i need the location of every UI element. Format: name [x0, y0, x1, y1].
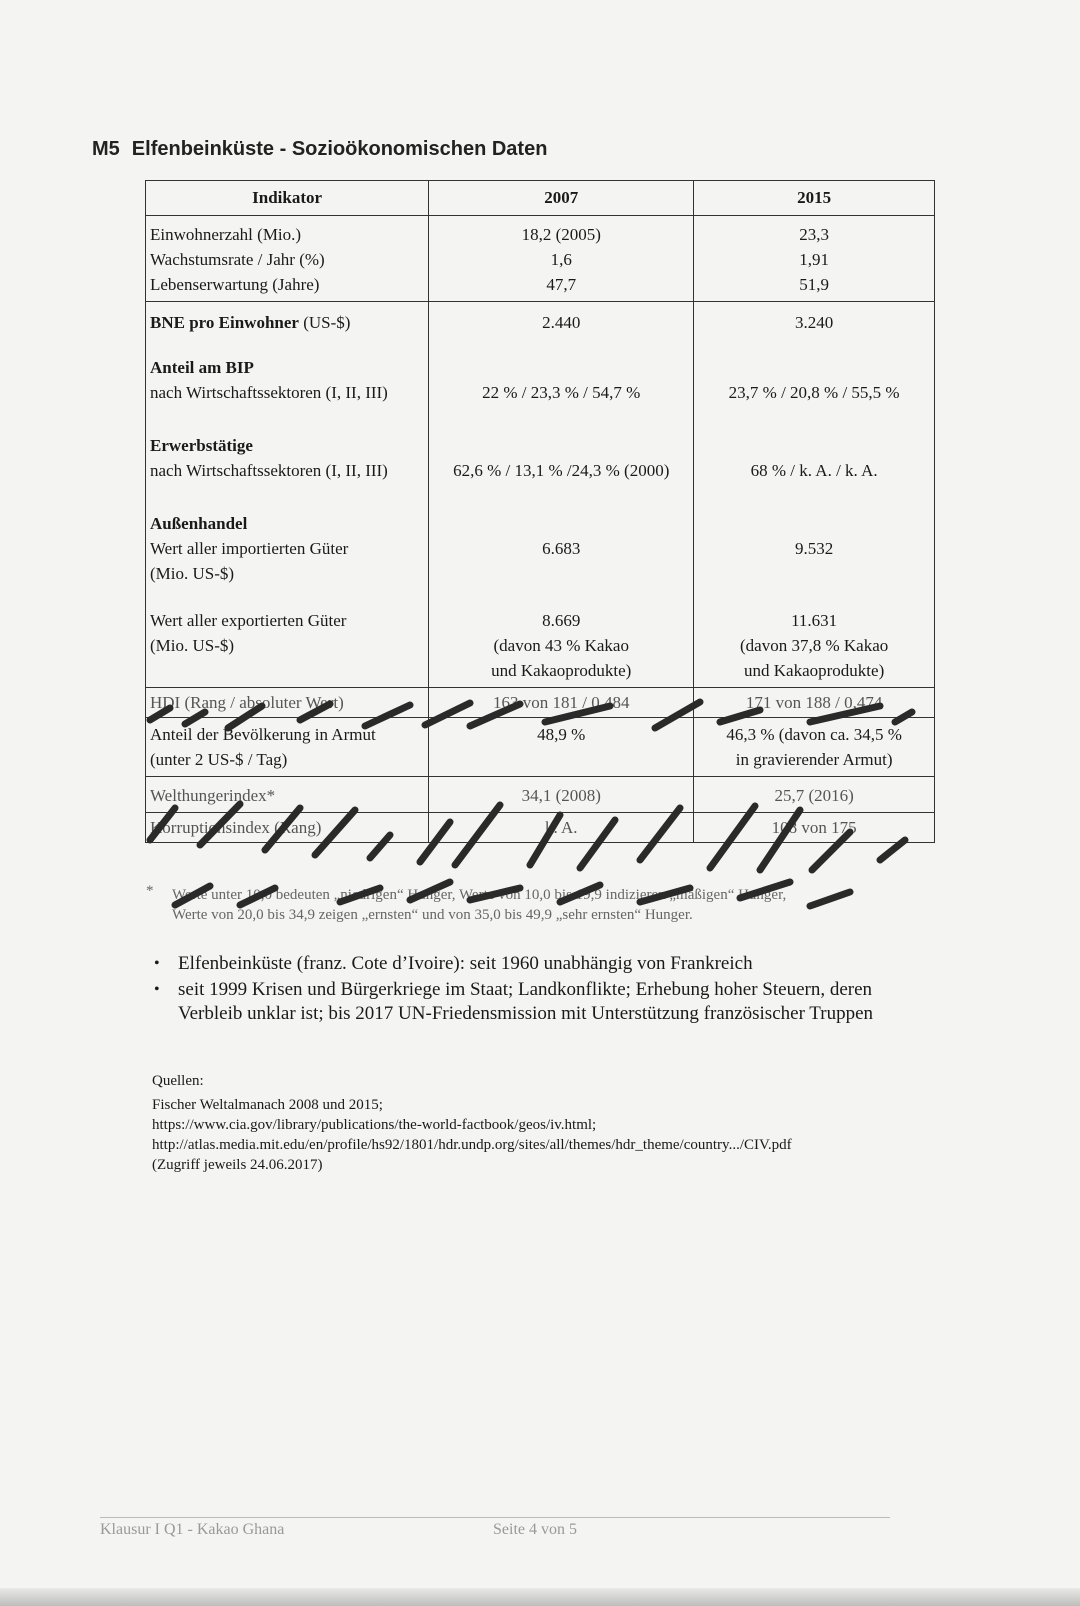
label-export: Wert aller exportierten Güter — [150, 611, 347, 630]
footnote-line-1: Werte unter 10,0 bedeuten „niedrigen“ Hunger, Werte von 10,0 bis 19,9 indizieren „mäßigen“ Hunger, — [172, 887, 787, 903]
header-2015: 2015 — [694, 181, 935, 216]
value-import-2007: 6.683 — [542, 539, 581, 558]
label-aussenhandel: Außenhandel — [150, 514, 248, 533]
material-code: M5 — [92, 138, 120, 160]
table-row-bne — [146, 302, 935, 338]
table-row-basic — [146, 216, 935, 302]
value-armut-2015-note: in gravierender Armut) — [735, 750, 893, 769]
footnote — [146, 883, 912, 925]
value-einwohner-2015: 23,3 — [799, 225, 829, 244]
value-hunger-2007: 34,1 (2008) — [521, 786, 601, 805]
label-import: Wert aller importierten Güter — [150, 539, 349, 558]
label-hdi: HDI (Rang / absoluter Wert) — [150, 693, 344, 712]
footnote-line-2: Werte von 20,0 bis 34,9 zeigen „ernsten“ und von 35,0 bis 49,9 „sehr ernsten“ Hunger. — [172, 907, 693, 923]
page-edge — [0, 1588, 1080, 1606]
label-einwohner: Einwohnerzahl (Mio.) — [150, 225, 302, 244]
value-hdi-2015: 171 von 188 / 0,474 — [745, 693, 883, 712]
footer-title: Klausur I Q1 - Kakao Ghana — [100, 1521, 285, 1538]
value-erwerb-2015: 68 % / k. A. / k. A. — [750, 461, 878, 480]
value-import-2015: 9.532 — [795, 539, 834, 558]
value-export-2015: 11.631 — [791, 611, 838, 630]
bullet-list — [150, 952, 940, 1028]
value-export-2007-note1: (davon 43 % Kakao — [493, 636, 629, 655]
table-row-hdi — [146, 688, 935, 718]
table-row-korruption — [146, 813, 935, 843]
material-heading: Elfenbeinküste - Sozioökonomischen Daten — [131, 138, 548, 160]
sources-heading: Quellen: — [152, 1073, 204, 1089]
table-row-hunger — [146, 777, 935, 813]
footer-divider — [100, 1517, 890, 1518]
value-hdi-2007: 163 von 181 / 0,484 — [493, 693, 630, 712]
value-lebenserwartung-2015: 51,9 — [799, 275, 829, 294]
table-row-erwerb — [146, 407, 935, 485]
value-bne-2007: 2.440 — [542, 313, 581, 332]
value-export-2007: 8.669 — [542, 611, 581, 630]
label-lebenserwartung: Lebenserwartung (Jahre) — [150, 275, 320, 294]
value-bip-2015: 23,7 % / 20,8 % / 55,5 % — [728, 383, 900, 402]
header-indikator: Indikator — [146, 181, 429, 216]
value-erwerb-2007: 62,6 % / 13,1 % /24,3 % (2000) — [453, 461, 670, 480]
value-bip-2007: 22 % / 23,3 % / 54,7 % — [482, 383, 641, 402]
table-header-row — [146, 181, 935, 216]
list-item: • Elfenbeinküste (franz. Cote d’Ivoire): seit 1960 unabhängig von Frankreich — [154, 953, 753, 974]
socioeconomic-table — [145, 180, 935, 843]
footer-page-number: Seite 4 von 5 — [493, 1521, 577, 1538]
label-armut-unit: (unter 2 US-$ / Tag) — [150, 750, 288, 769]
label-bip-sub: nach Wirtschaftssektoren (I, II, III) — [150, 383, 388, 402]
value-export-2015-note1: (davon 37,8 % Kakao — [740, 636, 889, 655]
value-korruption-2007: k. A. — [544, 818, 578, 837]
label-armut: Anteil der Bevölkerung in Armut — [150, 725, 376, 744]
table-row-armut — [146, 718, 935, 777]
footnote-mark: * — [146, 883, 154, 899]
value-export-2007-note2: und Kakaoprodukte) — [491, 661, 632, 680]
value-armut-2015: 46,3 % (davon ca. 34,5 % — [726, 725, 902, 744]
value-armut-2007: 48,9 % — [537, 725, 586, 744]
sources — [152, 1071, 952, 1175]
label-erwerb-sub: nach Wirtschaftssektoren (I, II, III) — [150, 461, 388, 480]
material-title — [92, 138, 547, 161]
source-line: http://atlas.media.mit.edu/en/profile/hs92/1801/hdr.undp.org/sites/all/themes/hdr_theme/country.../CIV.pdf — [152, 1137, 792, 1153]
label-bne-unit: (US-$) — [298, 313, 351, 332]
source-line: https://www.cia.gov/library/publications/the-world-factbook/geos/iv.html; — [152, 1117, 597, 1133]
value-export-2015-note2: und Kakaoprodukte) — [744, 661, 885, 680]
value-einwohner-2007: 18,2 (2005) — [521, 225, 601, 244]
value-lebenserwartung-2007: 47,7 — [546, 275, 577, 294]
label-wachstum: Wachstumsrate / Jahr (%) — [150, 250, 325, 269]
value-wachstum-2007: 1,6 — [550, 250, 572, 269]
value-hunger-2015: 25,7 (2016) — [774, 786, 854, 805]
label-korruption: Korruptionsindex (Rang) — [150, 818, 322, 837]
value-wachstum-2015: 1,91 — [799, 250, 829, 269]
label-erwerb: Erwerbstätige — [150, 436, 253, 455]
label-bip: Anteil am BIP — [150, 358, 254, 377]
table-row-import — [146, 485, 935, 588]
label-hunger: Welthungerindex* — [150, 786, 276, 805]
table-row-bip — [146, 337, 935, 407]
label-import-unit: (Mio. US-$) — [150, 564, 235, 583]
label-bne: BNE pro Einwohner — [150, 313, 299, 332]
value-bne-2015: 3.240 — [795, 313, 834, 332]
list-item: • seit 1999 Krisen und Bürgerkriege im Staat; Landkonflikte; Erhebung hoher Steuern, deren Verbleib unklar ist; bis 2017 UN-Friedensmission mit Unterstützung französischer Truppen — [154, 979, 874, 1024]
source-line: Fischer Weltalmanach 2008 und 2015; — [152, 1097, 383, 1113]
header-2007: 2007 — [429, 181, 694, 216]
value-korruption-2015: 108 von 175 — [771, 818, 857, 837]
table-row-export — [146, 588, 935, 688]
label-export-unit: (Mio. US-$) — [150, 636, 235, 655]
source-line: (Zugriff jeweils 24.06.2017) — [152, 1157, 323, 1173]
